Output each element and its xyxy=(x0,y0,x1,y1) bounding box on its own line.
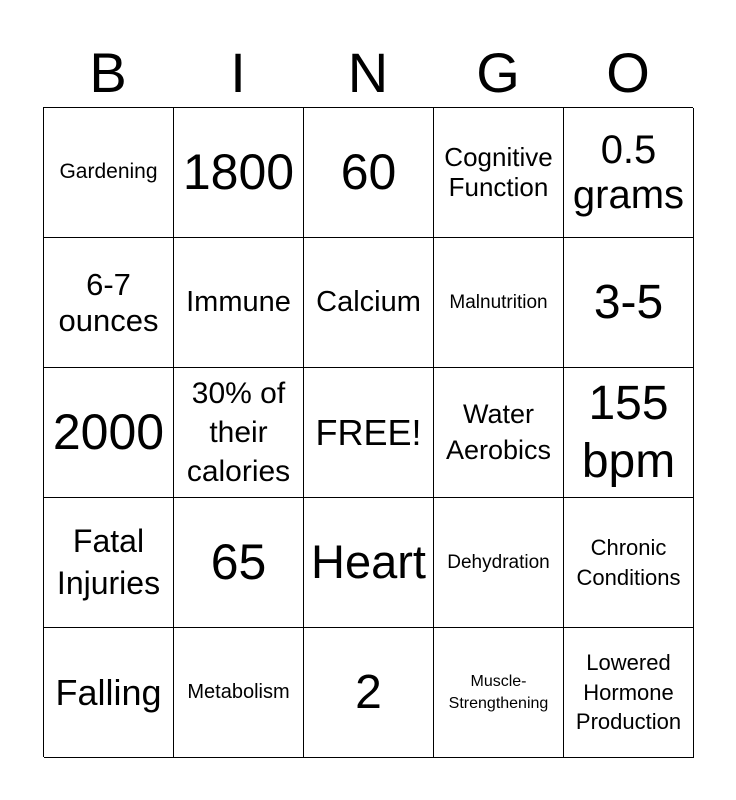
bingo-cell[interactable] xyxy=(434,238,564,368)
bingo-cell[interactable] xyxy=(564,238,694,368)
cell-label: Chronic Conditions xyxy=(576,534,681,590)
header-letter-o: O xyxy=(606,41,650,104)
bingo-header xyxy=(43,38,693,108)
bingo-cell[interactable] xyxy=(174,108,304,238)
bingo-cell[interactable] xyxy=(44,368,174,498)
bingo-cell[interactable] xyxy=(174,498,304,628)
bingo-cell[interactable] xyxy=(434,108,564,238)
cell-label: Heart xyxy=(311,535,426,589)
bingo-cell[interactable] xyxy=(564,108,694,238)
bingo-cell[interactable] xyxy=(564,628,694,758)
cell-label: FREE! xyxy=(315,411,422,453)
bingo-cell[interactable] xyxy=(434,628,564,758)
cell-label: 60 xyxy=(340,143,397,200)
bingo-board xyxy=(43,107,693,757)
bingo-cell[interactable] xyxy=(44,238,174,368)
bingo-cell[interactable] xyxy=(304,108,434,238)
header-letter-b: B xyxy=(89,41,127,104)
bingo-cell[interactable] xyxy=(304,498,434,628)
header-letter-i: I xyxy=(230,41,246,104)
bingo-cell[interactable] xyxy=(564,368,694,498)
cell-label: Immune xyxy=(186,285,291,318)
cell-label: 1800 xyxy=(182,143,295,200)
bingo-cell[interactable] xyxy=(564,498,694,628)
cell-label: 0.5 grams xyxy=(572,127,685,217)
cell-label: Water Aerobics xyxy=(445,399,552,465)
cell-label: 6-7 ounces xyxy=(58,266,159,338)
bingo-cell[interactable] xyxy=(44,108,174,238)
cell-label: 2 xyxy=(355,665,382,719)
bingo-cell[interactable] xyxy=(304,238,434,368)
bingo-cell[interactable] xyxy=(434,368,564,498)
cell-label: 155 bpm xyxy=(581,376,676,488)
bingo-cell[interactable] xyxy=(44,498,174,628)
cell-label: Malnutrition xyxy=(449,291,548,313)
cell-label: Calcium xyxy=(316,285,421,318)
cell-label: 2000 xyxy=(52,403,165,460)
cell-label: Cognitive Function xyxy=(444,141,553,202)
cell-label: Gardening xyxy=(59,160,158,184)
bingo-cell[interactable] xyxy=(434,498,564,628)
bingo-cell[interactable] xyxy=(174,368,304,498)
cell-label: 30% of their calories xyxy=(186,377,291,488)
bingo-cell[interactable] xyxy=(304,628,434,758)
bingo-cell[interactable] xyxy=(304,368,434,498)
header-letter-n: N xyxy=(347,41,389,104)
cell-label: 65 xyxy=(210,533,267,590)
bingo-cell[interactable] xyxy=(44,628,174,758)
cell-label: Dehydration xyxy=(447,551,550,573)
cell-label: Metabolism xyxy=(187,681,290,703)
header-letter-g: G xyxy=(476,41,520,104)
cell-label: Lowered Hormone Production xyxy=(575,649,682,735)
cell-label: Muscle- Strengthening xyxy=(448,672,549,712)
cell-label: 3-5 xyxy=(593,275,664,329)
cell-label: Fatal Injuries xyxy=(56,522,161,601)
bingo-cell[interactable] xyxy=(174,238,304,368)
bingo-cell[interactable] xyxy=(174,628,304,758)
cell-label: Falling xyxy=(55,671,162,713)
